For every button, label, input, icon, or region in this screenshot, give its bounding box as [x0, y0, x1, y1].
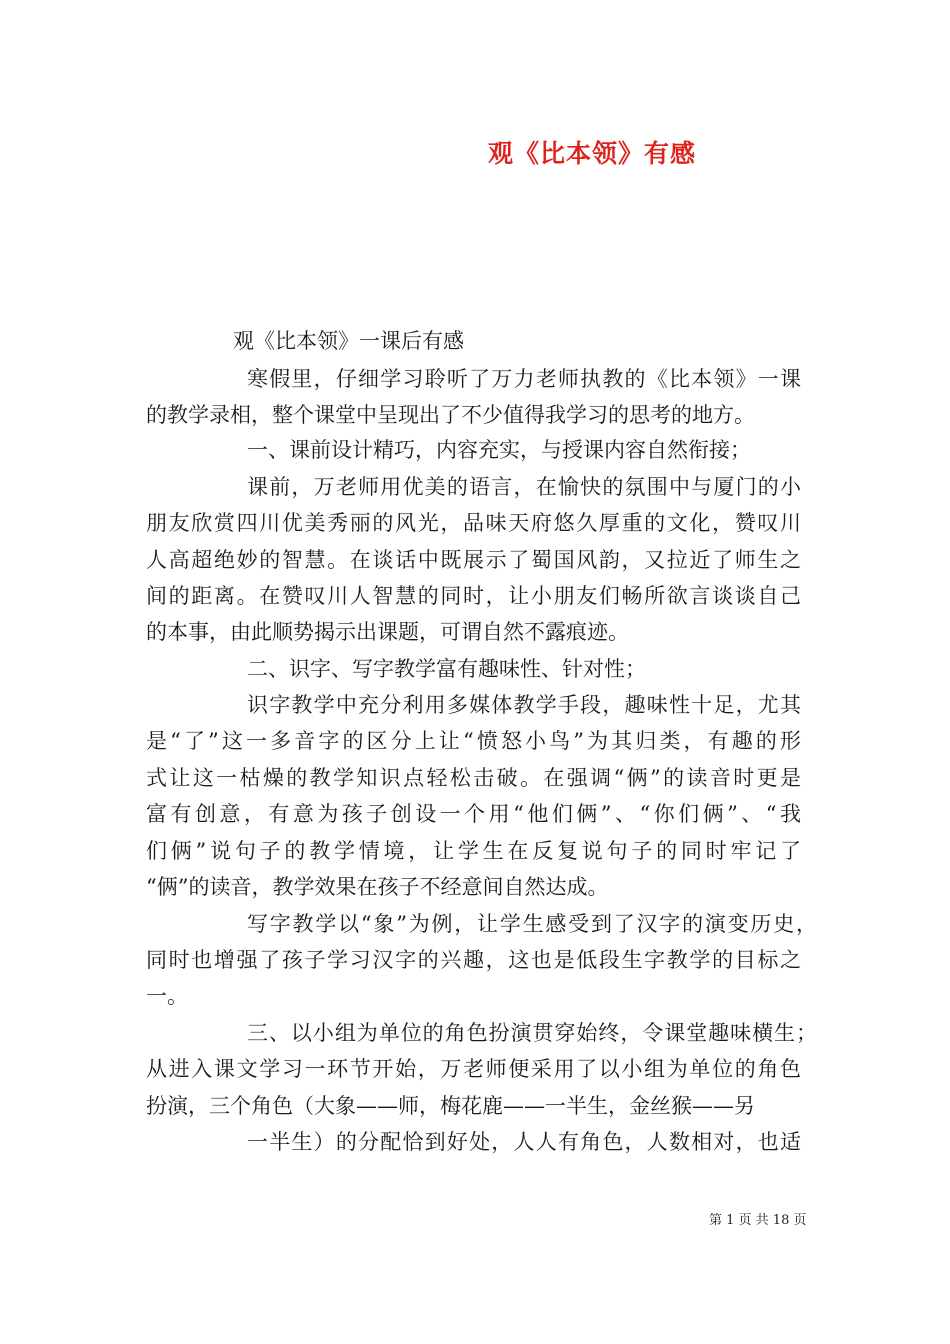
paragraph-line: 们俩”说句子的教学情境，让学生在反复说句子的同时牢记了 — [146, 839, 801, 863]
paragraph-line: 式让这一枯燥的教学知识点轻松击破。在强调“俩”的读音时更是 — [146, 766, 801, 790]
paragraph-line: 人高超绝妙的智慧。在谈话中既展示了蜀国风韵，又拉近了师生之 — [146, 548, 801, 572]
paragraph-line: 同时也增强了孩子学习汉字的兴趣，这也是低段生字教学的目标之 — [146, 948, 801, 972]
paragraph-line: 的教学录相，整个课堂中呈现出了不少值得我学习的思考的地方。 — [146, 403, 755, 427]
page-number-footer: 第 1 页 共 18 页 — [709, 1213, 807, 1228]
section-heading: 三、以小组为单位的角色扮演贯穿始终，令课堂趣味横生； — [247, 1021, 817, 1045]
paragraph-line: 识字教学中充分利用多媒体教学手段，趣味性十足，尤其 — [247, 693, 801, 717]
paragraph-line: “俩”的读音，教学效果在孩子不经意间自然达成。 — [146, 875, 609, 899]
paragraph-line: 课前，万老师用优美的语言，在愉快的氛围中与厦门的小 — [247, 475, 801, 499]
paragraph-line: 的本事，由此顺势揭示出课题，可谓自然不露痕迹。 — [146, 620, 629, 644]
paragraph-line: 寒假里，仔细学习聆听了万力老师执教的《比本领》一课 — [247, 367, 801, 391]
paragraph-line: 是“了”这一多音字的区分上让“愤怒小鸟”为其归类，有趣的形 — [146, 729, 801, 753]
paragraph-line: 一半生）的分配恰到好处，人人有角色，人数相对，也适 — [247, 1130, 801, 1154]
subtitle-line: 观《比本领》一课后有感 — [233, 329, 464, 353]
paragraph-line: 从进入课文学习一环节开始，万老师便采用了以小组为单位的角色 — [146, 1057, 801, 1081]
paragraph-line: 朋友欣赏四川优美秀丽的风光，品味天府悠久厚重的文化，赞叹川 — [146, 511, 801, 535]
paragraph-line: 富有创意，有意为孩子创设一个用“他们俩”、“你们俩”、“我 — [146, 802, 801, 826]
document-title: 观《比本领》有感 — [488, 139, 697, 168]
paragraph-line: 间的距离。在赞叹川人智慧的同时，让小朋友们畅所欲言谈谈自己 — [146, 584, 801, 608]
section-heading: 二、识字、写字教学富有趣味性、针对性； — [247, 657, 646, 681]
section-heading: 一、课前设计精巧，内容充实，与授课内容自然衔接； — [247, 438, 751, 462]
paragraph-line: 扮演，三个角色（大象——师，梅花鹿——一半生，金丝猴——另 — [146, 1094, 755, 1118]
paragraph-line: 一。 — [146, 984, 188, 1008]
paragraph-line: 写字教学以“象”为例，让学生感受到了汉字的演变历史， — [247, 912, 817, 936]
